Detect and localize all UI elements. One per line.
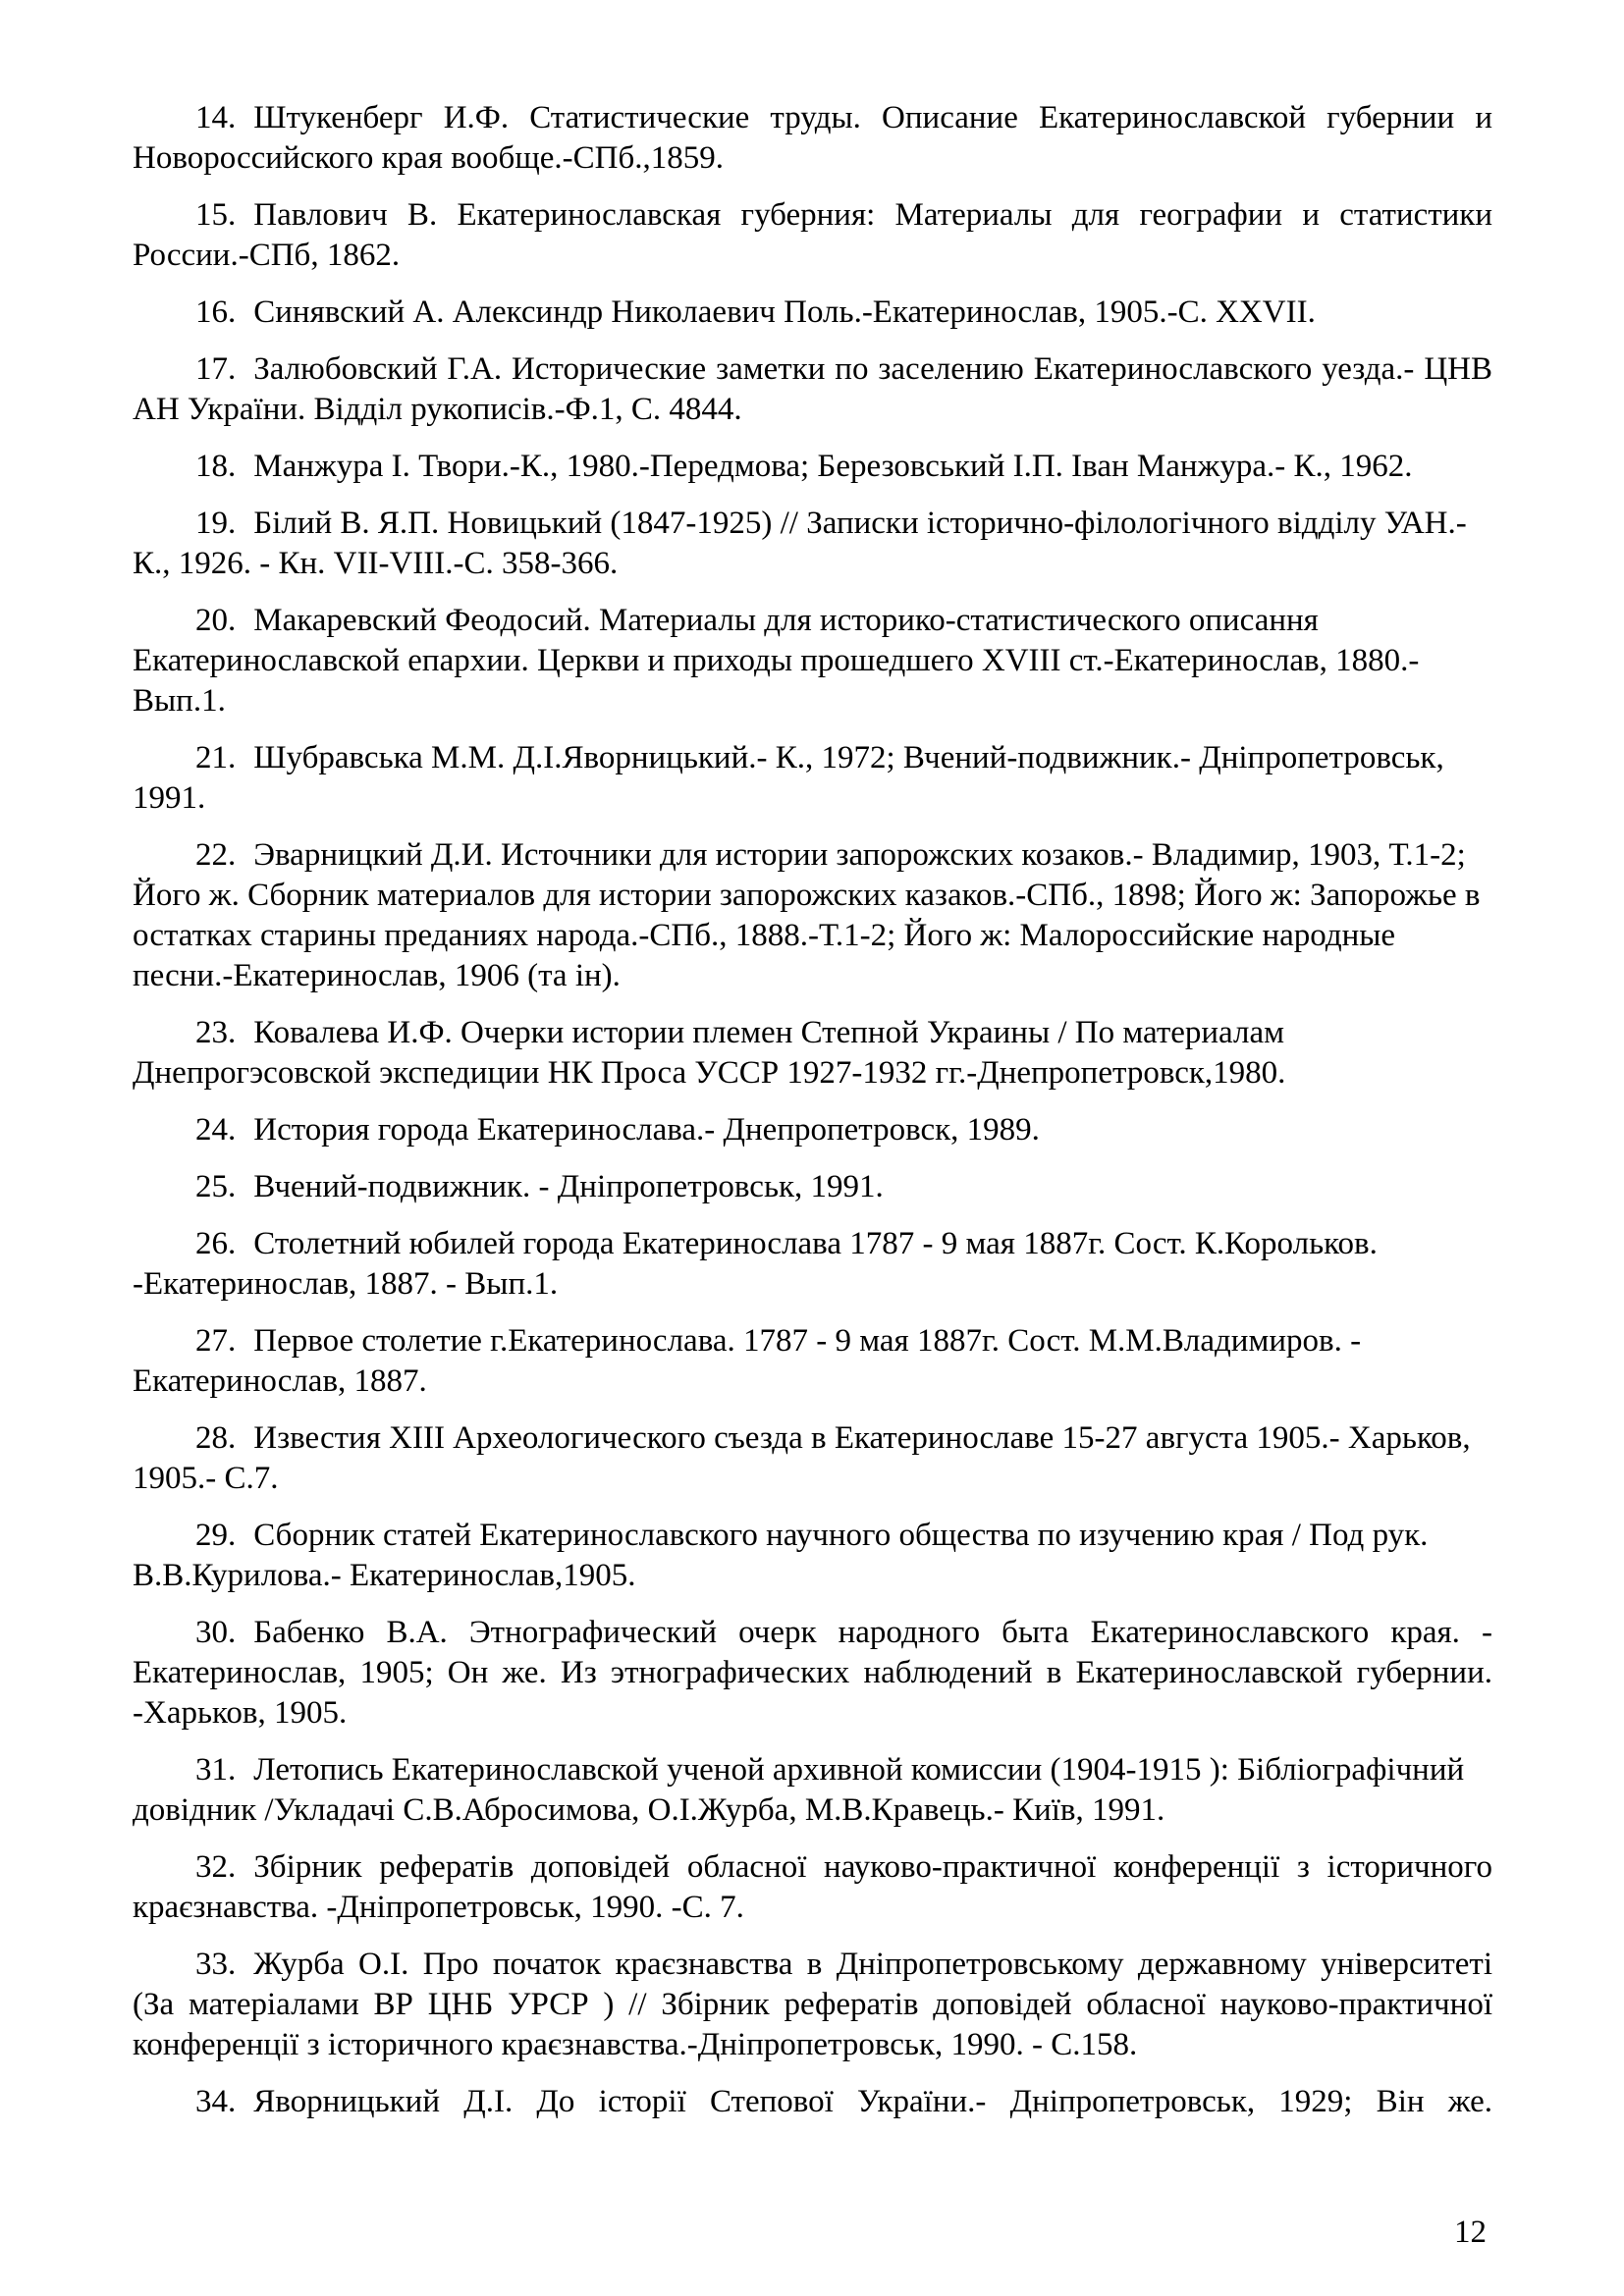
item-text: Збірник рефератів доповідей обласної науково-практичної конференції з історичного краєзнавства. -Дніпропетровськ, 1990. -С. 7.: [133, 1849, 1492, 1925]
item-text: Білий В. Я.П. Новицький (1847-1925) // Записки історично-філологічного відділу УАН.- К., 1926. - Кн. VII-VIII.-С. 358-366.: [133, 506, 1467, 581]
item-text: Известия XIII Археологического съезда в Екатеринославе 15-27 августа 1905.- Харьков, 1905.- С.7.: [133, 1420, 1471, 1496]
item-text: Столетний юбилей города Екатеринослава 1787 - 9 мая 1887г. Сост. К.Корольков. -Екатеринослав, 1887. - Вып.1.: [133, 1226, 1378, 1302]
item-text: Летопись Екатеринославской ученой архивной комиссии (1904-1915 ): Бібліографічний довідник /Укладачі С.В.Абросимова, О.І.Журба, М.В.Кравець.- Київ, 1991.: [133, 1752, 1465, 1828]
item-number: 17.: [195, 351, 237, 387]
bibliography-item-28: [133, 1418, 1492, 1499]
bibliography-item-19: [133, 504, 1492, 584]
item-text: Журба О.І. Про початок краєзнавства в Дніпропетровському державному університеті (За матеріалами ВР ЦНБ УРСР ) // Збірник рефератів доповідей обласної науково-практичної конференції з історичного краєзнавства.-Дніпропетровськ, 1990. - С.158.: [133, 1947, 1492, 2062]
item-text: Яворницький Д.І. До історії Степової України.- Дніпропетровськ, 1929; Він же.: [253, 2084, 1492, 2119]
bibliography-item-32: [133, 1847, 1492, 1928]
item-number: 34.: [195, 2084, 237, 2119]
item-text: Ковалева И.Ф. Очерки истории племен Степной Украины / По материалам Днепрогэсовской экспедиции НК Проса УССР 1927-1932 гг.-Днепропетровск,1980.: [133, 1015, 1286, 1091]
item-number: 23.: [195, 1015, 237, 1050]
item-number: 30.: [195, 1615, 237, 1650]
bibliography-item-30: [133, 1613, 1492, 1734]
item-number: 32.: [195, 1849, 237, 1885]
item-text: Манжура І. Твори.-К., 1980.-Передмова; Березовський І.П. Іван Манжура.- К., 1962.: [253, 449, 1413, 484]
item-number: 22.: [195, 837, 237, 873]
bibliography-item-27: [133, 1321, 1492, 1402]
bibliography-item-33: [133, 1945, 1492, 2065]
item-number: 26.: [195, 1226, 237, 1261]
item-text: Залюбовский Г.А. Исторические заметки по заселению Екатеринославского уезда.- ЦНВ АН України. Відділ рукописів.-Ф.1, С. 4844.: [133, 351, 1492, 427]
item-number: 27.: [195, 1323, 237, 1359]
item-number: 33.: [195, 1947, 237, 1982]
bibliography-item-24: [133, 1110, 1492, 1150]
item-text: Синявский А. Алексиндр Николаевич Поль.-Екатеринослав, 1905.-С. XXVII.: [253, 294, 1316, 330]
bibliography-item-23: [133, 1013, 1492, 1094]
item-text: Макаревский Феодосий. Материалы для историко-статистического описання Екатеринославской епархии. Церкви и приходы прошедшего XVIII ст.-Екатеринослав, 1880.- Вып.1.: [133, 603, 1420, 719]
item-text: Вчений-подвижник. - Дніпропетровськ, 1991.: [253, 1169, 884, 1204]
item-number: 31.: [195, 1752, 237, 1788]
item-number: 14.: [195, 100, 237, 135]
item-number: 16.: [195, 294, 237, 330]
bibliography-item-31: [133, 1750, 1492, 1831]
page-number: 12: [1454, 2215, 1487, 2250]
bibliography-item-34: [133, 2082, 1492, 2122]
item-text: Павлович В. Екатеринославская губерния: Материалы для географии и статистики России.-СПб, 1862.: [133, 197, 1492, 273]
bibliography-item-29: [133, 1516, 1492, 1596]
bibliography-item-20: [133, 601, 1492, 721]
bibliography-item-25: [133, 1167, 1492, 1207]
bibliography-item-15: [133, 195, 1492, 276]
item-number: 28.: [195, 1420, 237, 1456]
bibliography-item-18: [133, 447, 1492, 487]
bibliography-item-22: [133, 835, 1492, 996]
item-number: 20.: [195, 603, 237, 638]
item-number: 21.: [195, 740, 237, 775]
item-number: 19.: [195, 506, 237, 541]
item-text: Сборник статей Екатеринославского научного общества по изучению края / Под рук. В.В.Курилова.- Екатеринослав,1905.: [133, 1518, 1429, 1593]
bibliography-item-17: [133, 349, 1492, 430]
item-number: 18.: [195, 449, 237, 484]
item-text: Эварницкий Д.И. Источники для истории запорожских козаков.- Владимир, 1903, Т.1-2; Його ж. Сборник материалов для истории запорожских казаков.-СПб., 1898; Його ж: Запорожье в остатках старины преданиях народа.-СПб., 1888.-Т.1-2; Його ж: Малороссийские народные песни.-Екатеринослав, 1906 (та ін).: [133, 837, 1481, 993]
bibliography-item-16: [133, 293, 1492, 333]
bibliography-item-14: [133, 98, 1492, 179]
item-text: Штукенберг И.Ф. Статистические труды. Описание Екатеринославской губернии и Новороссийского края вообще.-СПб.,1859.: [133, 100, 1492, 176]
item-number: 29.: [195, 1518, 237, 1553]
item-number: 25.: [195, 1169, 237, 1204]
item-text: История города Екатеринослава.- Днепропетровск, 1989.: [253, 1112, 1040, 1148]
item-text: Бабенко В.А. Этнографический очерк народного быта Екатеринославского края. - Екатеринослав, 1905; Он же. Из этнографических наблюдений в Екатеринославской губернии. -Харьков, 1905.: [133, 1615, 1492, 1731]
item-text: Первое столетие г.Екатеринослава. 1787 - 9 мая 1887г. Сост. М.М.Владимиров. - Екатеринослав, 1887.: [133, 1323, 1362, 1399]
item-number: 24.: [195, 1112, 237, 1148]
bibliography-item-21: [133, 738, 1492, 819]
item-number: 15.: [195, 197, 237, 233]
item-text: Шубравська М.М. Д.І.Яворницький.- К., 1972; Вчений-подвижник.- Дніпропетровськ, 1991.: [133, 740, 1444, 816]
bibliography-item-26: [133, 1224, 1492, 1305]
